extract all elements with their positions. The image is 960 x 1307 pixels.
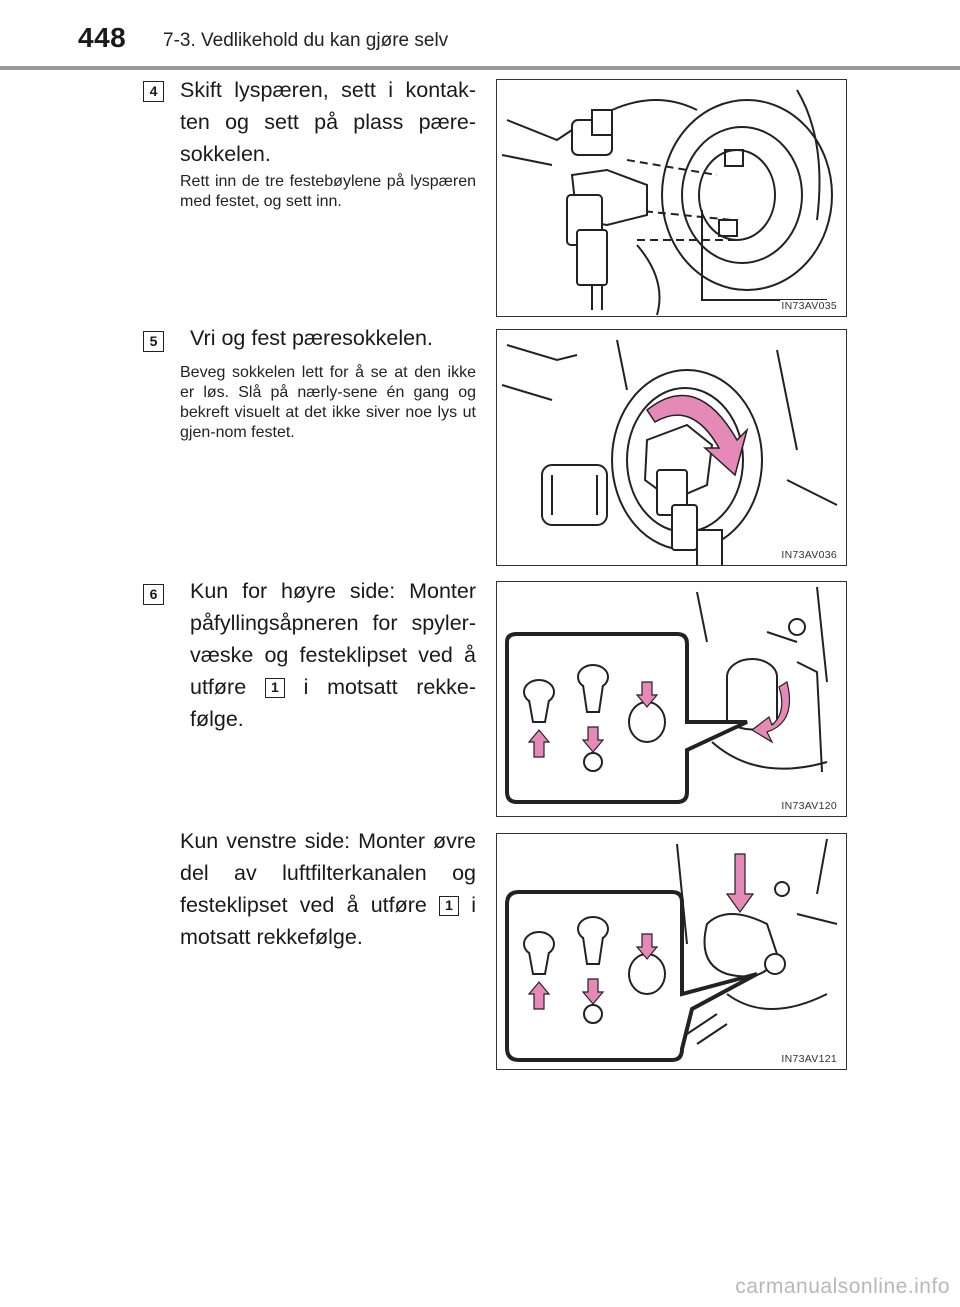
washer-filler-illustration	[497, 582, 847, 817]
figure-air-duct	[496, 833, 847, 1070]
step-badge-6: 6	[143, 584, 164, 605]
step-4-instruction: Skift lyspæren, sett i kontak-ten og sett på plass pære-sokkelen.	[180, 78, 476, 166]
figure-bulb-replace	[496, 79, 847, 317]
ref-badge-1: 1	[439, 896, 459, 916]
figure-code: IN73AV036	[781, 549, 837, 561]
step-4-note: Rett inn de tre festebøylene på lyspæren med festet, og sett inn.	[180, 173, 476, 210]
watermark: carmanualsonline.info	[735, 1275, 950, 1298]
step-5-note: Beveg sokkelen lett for å se at den ikke er løs. Slå på nærly-sene én gang og bekreft visuelt at det ikke siver noe lys ut gjen-nom festet.	[180, 364, 476, 441]
figure-code: IN73AV121	[781, 1053, 837, 1065]
socket-rotate-illustration	[497, 330, 847, 566]
section-title: 7-3. Vedlikehold du kan gjøre selv	[163, 30, 449, 51]
page-number: 448	[78, 22, 127, 53]
step-6-instruction-right: Kun for høyre side: Monter påfyllingsåpneren for spyler-væske og festeklipset ved å utføre 1 i motsatt rekke-følge.	[190, 579, 477, 731]
step-5-instruction: Vri og fest pæresokkelen.	[190, 326, 433, 350]
figure-socket-rotate	[496, 329, 847, 566]
header-rule	[0, 66, 960, 70]
figure-code: IN73AV035	[781, 300, 837, 312]
bulb-insert-illustration	[497, 80, 847, 317]
step-badge-4: 4	[143, 81, 164, 102]
step-6-instruction-left: Kun venstre side: Monter øvre del av luftfilterkanalen og festeklipset ved å utføre 1 i motsatt rekkefølge.	[180, 829, 477, 949]
step-badge-5: 5	[143, 331, 164, 352]
figure-code: IN73AV120	[781, 800, 837, 812]
figure-washer-filler	[496, 581, 847, 817]
air-duct-illustration	[497, 834, 847, 1070]
ref-badge-1: 1	[265, 678, 285, 698]
